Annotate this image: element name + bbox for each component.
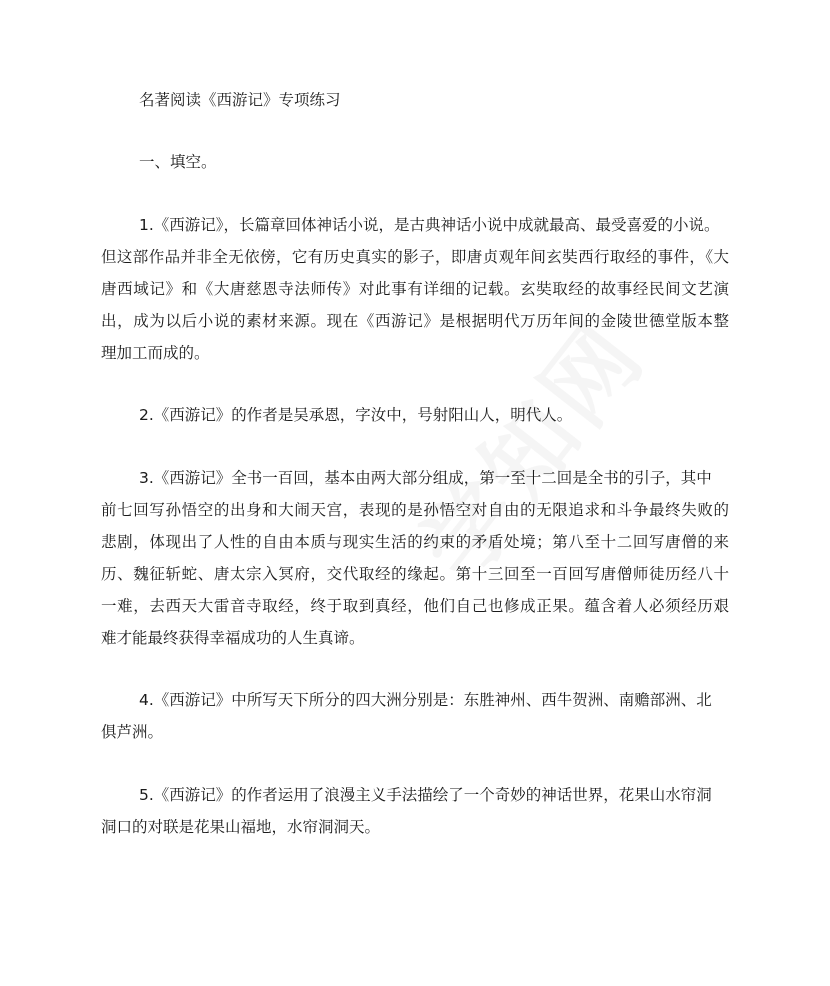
paragraph-5-line-2: 洞口的对联是花果山福地，水帘洞洞天。 — [101, 818, 381, 836]
paragraph-5-line-1: 5.《西游记》的作者运用了浪漫主义手法描绘了一个奇妙的神话世界，花果山水帘洞 — [139, 786, 712, 804]
paragraph-1-line-3: 唐西域记》和《大唐慈恩寺法师传》对此事有详细的记载。玄奘取经的故事经民间文艺演 — [101, 280, 729, 298]
paragraph-4-line-2: 俱芦洲。 — [101, 723, 164, 741]
section-heading: 一、填空。 — [139, 153, 217, 171]
document-title: 名著阅读《西游记》专项练习 — [139, 91, 341, 109]
paragraph-3-line-6: 难才能最终获得幸福成功的人生真谛。 — [101, 629, 365, 647]
paragraph-4-line-1: 4.《西游记》中所写天下所分的四大洲分别是：东胜神州、西牛贺洲、南赡部洲、北 — [139, 691, 712, 709]
paragraph-1-line-5: 理加工而成的。 — [101, 344, 210, 362]
paragraph-3-line-1: 3.《西游记》全书一百回，基本由两大部分组成，第一至十二回是全书的引子，其中 — [139, 469, 712, 487]
paragraph-1-line-2: 但这部作品并非全无依傍，它有历史真实的影子，即唐贞观年间玄奘西行取经的事件，《大 — [101, 248, 729, 266]
paragraph-3-line-5: 一难，去西天大雷音寺取经，终于取到真经，他们自己也修成正果。蕴含着人必须经历艰 — [101, 597, 729, 615]
watermark-text — [384, 290, 669, 603]
paragraph-1-line-4: 出，成为以后小说的素材来源。现在《西游记》是根据明代万历年间的金陵世德堂版本整 — [101, 312, 729, 330]
paragraph-3-line-4: 历、魏征斩蛇、唐太宗入冥府，交代取经的缘起。第十三回至一百回写唐僧师徒历经八十 — [101, 565, 729, 583]
paragraph-3-line-3: 悲剧，体现出了人性的自由本质与现实生活的约束的矛盾处境；第八至十二回写唐僧的来 — [101, 533, 729, 551]
paragraph-1-line-1: 1.《西游记》，长篇章回体神话小说，是古典神话小说中成就最高、最受喜爱的小说。 — [139, 216, 720, 234]
paragraph-2-line-1: 2.《西游记》的作者是吴承恩，字汝中，号射阳山人，明代人。 — [139, 406, 573, 424]
paragraph-3-line-2: 前七回写孙悟空的出身和大闹天宫，表现的是孙悟空对自由的无限追求和斗争最终失败的 — [101, 501, 729, 519]
